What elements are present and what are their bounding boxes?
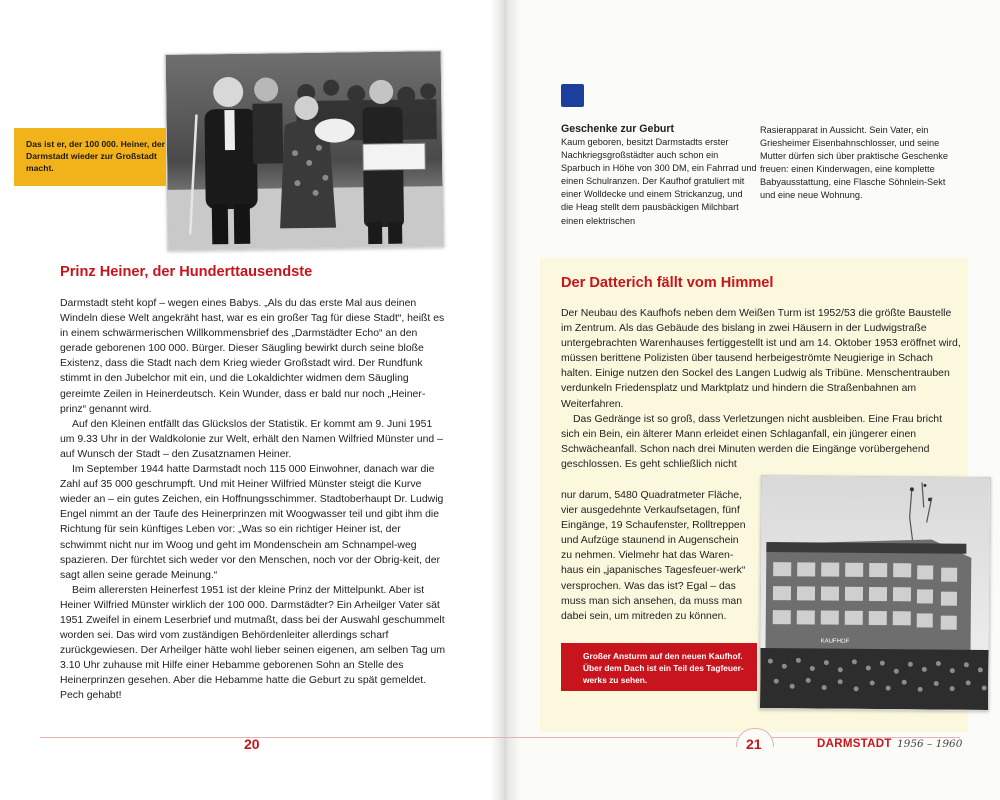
paragraph: Beim allerersten Heinerfest 1951 ist der kleine Prinz der Mittelpunkt. Aber ist Heiner Wilfried Münster wirklich der 100 000. Darmstädter? Ein Arheilger Vater sät 1951 Zweifel in einem Leserbrief und mutmaßt, dass bei der Auswahl geschummelt worden sei. Das wird vom zuständigen Behördenleiter allerdings scharf zurückgewiesen. Der Arheilger hätte wohl lieber seinen eigenen, am selben Tag um 3.10 Uhr zuhause mit Hilfe einer Hebamme geborenen Sohn an Stelle des Heinerprinzen gesehen. Aber die Hebamme hatte die Geburt zu spät gemeldet. Pech gehabt! xyxy=(60,584,446,702)
photo-caption-red: Großer Ansturm auf den neuen Kaufhof. Über dem Dach ist ein Teil des Tagfeuer-werks zu sehen. xyxy=(561,643,757,691)
sidebar-heading: Geschenke zur Geburt xyxy=(561,123,675,135)
running-years: 1956 – 1960 xyxy=(897,738,963,750)
paragraph: nur darum, 5480 Quadratmeter Fläche, vier ausgedehnte Verkaufsetagen, fünf Eingänge, 19 Schaufenster, Rolltreppen und Aufzüge staunend in Augenschein zu nehmen. Vielmehr hat das Waren-haus ein „japanisches Tagesfeuer-werk“ versprochen. Was das ist? Egal – das muss man sich ansehen, da muss man dabei sein, um mitreden zu können. xyxy=(561,490,746,622)
article-body-left xyxy=(60,296,448,704)
book-gutter xyxy=(490,0,520,800)
sidebar-text: Rasierapparat in Aussicht. Sein Vater, ein Griesheimer Eisenbahnschlosser, und seine Mutter dürfen sich über praktische Geschenke freuen: einen Kinderwagen, eine komplette Babyausstattung, eine Flasche Söhnlein-Sekt und eine neue Wohnung. xyxy=(760,125,948,201)
paragraph: Im September 1944 hatte Darmstadt noch 115 000 Einwohner, danach war die Zahl auf 35 000 geschrumpft. Und mit Heiner Wilfried Münster steigt die Kurve wieder an – ein gutes Zeichen, ein Hoffnungsschimmer. Stadtoberhaupt Dr. Ludwig Engel nimmt an der Taufe des Heinerprinzen mit Woogwasser teil und gibt ihm die Richtung für sein künftiges Leben vor: „Was so ein richtiger Heiner ist, der schwimmt nicht nur im Woog und geht im Mondenschein am Schnampel-weg spazieren. Der fürchtet sich weder vor den Menschen, noch vor der Obrig-keit, der sagt allen seine gerade Meinung.“ xyxy=(60,464,444,581)
page-number-left: 20 xyxy=(244,736,260,752)
kaufhof-crowd-photo xyxy=(759,475,991,711)
sidebar-column-2 xyxy=(760,124,960,203)
section-marker-square xyxy=(561,84,584,107)
page-number-right: 21 xyxy=(746,736,762,752)
paragraph: Darmstadt steht kopf – wegen eines Babys. „Als du das erste Mal aus deinen Windeln diese Welt angekräht hast, war es ein großer Tag für diese Stadt“, heißt es in einem schwärmerischen Willkommensbrief des „Darmstädter Echo“ an den gerade geborenen 100 000. Bürger. Dieser Säugling bewirkt durch seine bloße Existenz, dass die Stadt nach dem Krieg wieder Großstadt wird. Der Rundfunk stimmt in den Jubelchor mit ein, und die Lokaldichter widmen dem Säugling gereimte Zeilen in Heinerdeutsch. Kein Wunder, dass er bald nur noch „Heiner-prinz“ genannt wird. xyxy=(60,298,445,415)
ceremony-photo xyxy=(165,50,445,251)
paragraph: Das Gedränge ist so groß, dass Verletzungen nicht ausbleiben. Eine Frau bricht sich ein Bein, ein älterer Mann erleidet einen Schlaganfall, ein jüngerer einen Schwächeanfall. Schon nach drei Minuten werden die Eingänge vorübergehend geschlossen. Es geht schließlich nicht xyxy=(561,413,942,470)
sidebar-text: Kaum geboren, besitzt Darmstadts erster Nachkriegsgroßstädter auch schon ein Sparbuch in Höhe von 300 DM, ein Fahrrad und einen Schulranzen. Der Kaufhof gratuliert mit einer Wolldecke und einem Strickanzug, und die Heag stellt dem pausbäckigen Milchbart einen elektrischen xyxy=(561,137,757,226)
paragraph: Der Neubau des Kaufhofs neben dem Weißen Turm ist 1952/53 die größte Baustelle im Zentrum. Als das Gebäude des bislang in zwei Häusern in der Ludwigstraße untergebrachten Warenhauses fertiggestellt ist und am 14. Oktober 1953 eröffnet wird, müssen berittene Polizisten über tausend herbeigeströmte Neugierige in Schach halten. Einige nutzen den Sockel des Langen Ludwig als Tribüne. Menschentrauben verdunkeln Friedensplatz und Marktplatz und hindern die Straßenbahnen am Weiterfahren. xyxy=(561,308,961,410)
paragraph: Auf den Kleinen entfällt das Glückslos der Statistik. Er kommt am 9. Juni 1951 um 9.33 Uhr in der Waldkolonie zur Welt, erhält den Namen Wilfried Münster und – auf Wunsch der Stadt – den Zusatznamen Heiner. xyxy=(60,418,443,460)
article-heading-left: Prinz Heiner, der Hunderttausendste xyxy=(60,264,313,280)
sidebar-column-1 xyxy=(561,122,757,228)
running-title: DARMSTADT xyxy=(817,738,892,750)
article-body-right-continued xyxy=(561,488,751,624)
photo-caption-yellow: Das ist er, der 100 000. Heiner, der Darmstadt wieder zur Großstadt macht. xyxy=(14,128,166,186)
article-body-right xyxy=(561,306,963,472)
building-sign: KAUFHOF xyxy=(820,638,850,645)
article-heading-right: Der Datterich fällt vom Himmel xyxy=(561,275,774,291)
